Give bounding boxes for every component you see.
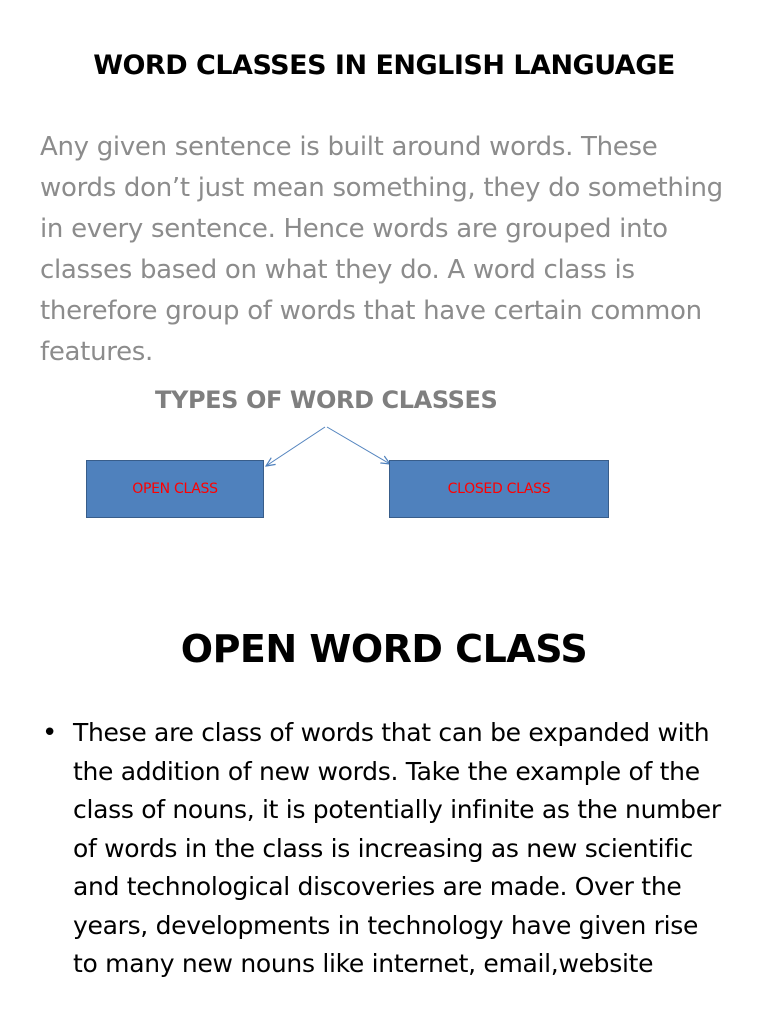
closed-class-box [389,460,609,518]
intro-text: Any given sentence is built around words. These words don’t just mean something, they do something in every sentence. Hence words are grouped into classes based on what they do. A word class is therefore group of words that have certain common features. [40,132,723,367]
slide-title: WORD CLASSES IN ENGLISH LANGUAGE [93,50,675,81]
open-class-box [86,460,264,518]
bullet-list [42,714,722,984]
bullet-text: These are class of words that can be expanded with the addition of new words. Take the example of the class of nouns, it is potentially infinite as the number of words in the class is increasing as new scientific and technological discoveries are made. Over the years, developments in technology have given rise to many new nouns like internet, email,website [73,718,721,978]
slide-title: OPEN WORD CLASS [180,627,588,671]
closed-class-label: CLOSED CLASS [447,481,551,497]
bullet-icon: • [42,718,58,748]
arrow-to-closed-class [327,427,390,464]
slide-open-word-class [0,576,768,1024]
list-item [42,714,722,984]
open-class-label: OPEN CLASS [132,481,218,497]
arrow-to-open-class [266,427,325,466]
diagram-heading: TYPES OF WORD CLASSES [155,386,498,414]
